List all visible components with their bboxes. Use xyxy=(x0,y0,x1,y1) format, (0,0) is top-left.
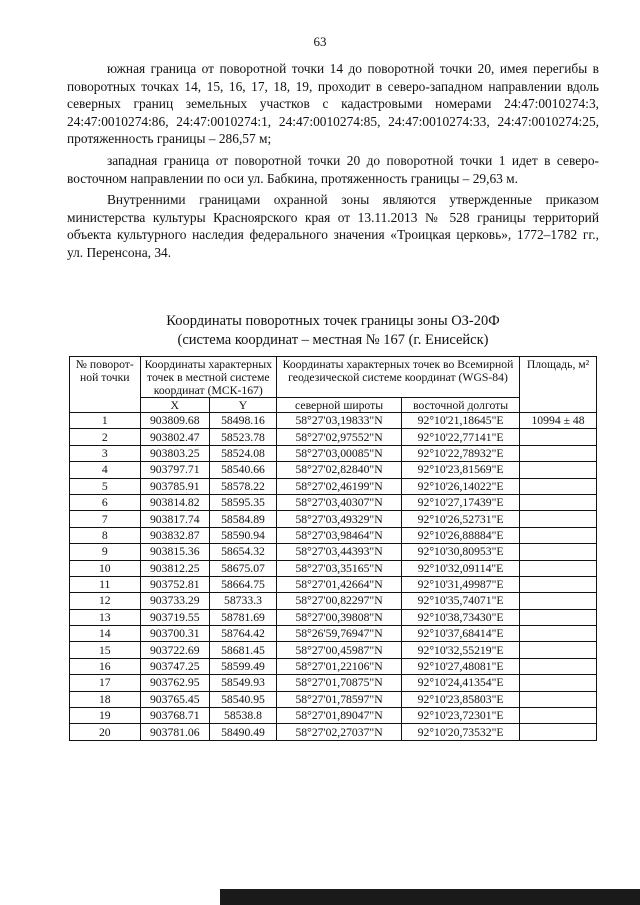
latitude-cell: 58°27'03,44393"N xyxy=(276,544,401,560)
y-coordinate-cell: 58654.32 xyxy=(209,544,276,560)
y-coordinate-cell: 58578.22 xyxy=(209,478,276,494)
x-coordinate-cell: 903768.71 xyxy=(140,708,209,724)
latitude-cell: 58°27'01,78597"N xyxy=(276,691,401,707)
header-wgs-coordinates: Координаты характерных точек во Всемирной геодезической системе координат (WGS-84) xyxy=(276,357,519,398)
table-row xyxy=(70,576,597,592)
table-row xyxy=(70,478,597,494)
x-coordinate-cell: 903797.71 xyxy=(140,462,209,478)
table-row xyxy=(70,658,597,674)
table-row xyxy=(70,593,597,609)
latitude-cell: 58°27'00,45987"N xyxy=(276,642,401,658)
x-coordinate-cell: 903803.25 xyxy=(140,445,209,461)
x-coordinate-cell: 903832.87 xyxy=(140,527,209,543)
latitude-cell: 58°27'03,49329"N xyxy=(276,511,401,527)
area-cell xyxy=(520,544,597,560)
y-coordinate-cell: 58524.08 xyxy=(209,445,276,461)
latitude-cell: 58°27'02,27037"N xyxy=(276,724,401,740)
point-number-cell: 1 xyxy=(70,413,141,429)
y-coordinate-cell: 58675.07 xyxy=(209,560,276,576)
longitude-cell: 92°10'27,17439"E xyxy=(402,494,520,510)
x-coordinate-cell: 903722.69 xyxy=(140,642,209,658)
table-row xyxy=(70,445,597,461)
y-coordinate-cell: 58590.94 xyxy=(209,527,276,543)
y-coordinate-cell: 58664.75 xyxy=(209,576,276,592)
table-title-line1: Координаты поворотных точек границы зоны ОЗ-20Ф xyxy=(166,313,500,329)
header-point-number: № поворот-ной точки xyxy=(70,357,141,413)
x-coordinate-cell: 903719.55 xyxy=(140,609,209,625)
area-cell xyxy=(520,494,597,510)
x-coordinate-cell: 903765.45 xyxy=(140,691,209,707)
latitude-cell: 58°27'02,82840"N xyxy=(276,462,401,478)
scan-edge-shadow xyxy=(220,889,640,905)
point-number-cell: 15 xyxy=(70,642,141,658)
area-cell xyxy=(520,658,597,674)
area-cell xyxy=(520,609,597,625)
point-number-cell: 9 xyxy=(70,544,141,560)
latitude-cell: 58°26'59,76947"N xyxy=(276,626,401,642)
area-cell xyxy=(520,429,597,445)
point-number-cell: 19 xyxy=(70,708,141,724)
table-row xyxy=(70,724,597,740)
longitude-cell: 92°10'27,48081"E xyxy=(402,658,520,674)
point-number-cell: 10 xyxy=(70,560,141,576)
longitude-cell: 92°10'30,80953"E xyxy=(402,544,520,560)
x-coordinate-cell: 903733.29 xyxy=(140,593,209,609)
table-row xyxy=(70,560,597,576)
latitude-cell: 58°27'01,42664"N xyxy=(276,576,401,592)
longitude-cell: 92°10'23,72301"E xyxy=(402,708,520,724)
table-row xyxy=(70,527,597,543)
x-coordinate-cell: 903781.06 xyxy=(140,724,209,740)
table-row xyxy=(70,429,597,445)
area-cell xyxy=(520,691,597,707)
area-cell xyxy=(520,511,597,527)
y-coordinate-cell: 58549.93 xyxy=(209,675,276,691)
latitude-cell: 58°27'03,19833"N xyxy=(276,413,401,429)
longitude-cell: 92°10'26,88884"E xyxy=(402,527,520,543)
latitude-cell: 58°27'00,82297"N xyxy=(276,593,401,609)
point-number-cell: 4 xyxy=(70,462,141,478)
y-coordinate-cell: 58538.8 xyxy=(209,708,276,724)
area-cell xyxy=(520,527,597,543)
y-coordinate-cell: 58599.49 xyxy=(209,658,276,674)
area-cell xyxy=(520,560,597,576)
latitude-cell: 58°27'01,89047"N xyxy=(276,708,401,724)
point-number-cell: 18 xyxy=(70,691,141,707)
longitude-cell: 92°10'26,14022"E xyxy=(402,478,520,494)
longitude-cell: 92°10'23,85803"E xyxy=(402,691,520,707)
longitude-cell: 92°10'23,81569"E xyxy=(402,462,520,478)
area-cell xyxy=(520,445,597,461)
area-cell xyxy=(520,478,597,494)
table-row xyxy=(70,544,597,560)
point-number-cell: 5 xyxy=(70,478,141,494)
table-row xyxy=(70,626,597,642)
longitude-cell: 92°10'32,55219"E xyxy=(402,642,520,658)
coordinates-table xyxy=(69,356,597,741)
point-number-cell: 7 xyxy=(70,511,141,527)
paragraph-south-boundary: южная граница от поворотной точки 14 до поворотной точки 20, имея перегибы в поворотных точках 14, 15, 16, 17, 18, 19, проходит в северо-западном направлении вдоль северных границ земельных участков с кадастровыми номерами 24:47:0010274:3, 24:47:0010274:86, 24:47:0010274:1, 24:47:0010274:85, 24:47:0010274:33, 24:47:0010274:25, протяженность границы – 286,57 м; xyxy=(67,61,599,147)
point-number-cell: 20 xyxy=(70,724,141,740)
longitude-cell: 92°10'31,49987"E xyxy=(402,576,520,592)
header-local-coordinates: Координаты характерных точек в местной системе координат (МСК-167) xyxy=(140,357,276,398)
x-coordinate-cell: 903785.91 xyxy=(140,478,209,494)
x-coordinate-cell: 903700.31 xyxy=(140,626,209,642)
paragraph-inner-boundaries: Внутренними границами охранной зоны являются утвержденные приказом министерства культуры Красноярского края от 13.11.2013 № 528 границы территорий объекта культурного наследия федерального значения «Троицкая церковь», 1772–1782 гг., ул. Перенсона, 34. xyxy=(67,192,599,260)
area-cell xyxy=(520,626,597,642)
x-coordinate-cell: 903762.95 xyxy=(140,675,209,691)
longitude-cell: 92°10'21,18645"E xyxy=(402,413,520,429)
longitude-cell: 92°10'37,68414"E xyxy=(402,626,520,642)
area-cell xyxy=(520,593,597,609)
table-row xyxy=(70,708,597,724)
y-coordinate-cell: 58781.69 xyxy=(209,609,276,625)
y-coordinate-cell: 58595.35 xyxy=(209,494,276,510)
x-coordinate-cell: 903812.25 xyxy=(140,560,209,576)
table-row xyxy=(70,494,597,510)
area-cell: 10994 ± 48 xyxy=(520,413,597,429)
point-number-cell: 6 xyxy=(70,494,141,510)
point-number-cell: 13 xyxy=(70,609,141,625)
longitude-cell: 92°10'20,73532"E xyxy=(402,724,520,740)
paragraph-west-boundary: западная граница от поворотной точки 20 до поворотной точки 1 идет в северо-восточном направлении по оси ул. Бабкина, протяженность границы – 29,63 м. xyxy=(67,152,599,186)
table-row xyxy=(70,609,597,625)
y-coordinate-cell: 58733.3 xyxy=(209,593,276,609)
point-number-cell: 17 xyxy=(70,675,141,691)
latitude-cell: 58°27'00,39808"N xyxy=(276,609,401,625)
latitude-cell: 58°27'02,97552"N xyxy=(276,429,401,445)
x-coordinate-cell: 903814.82 xyxy=(140,494,209,510)
point-number-cell: 14 xyxy=(70,626,141,642)
header-y: Y xyxy=(209,398,276,413)
page-number: 63 xyxy=(313,34,327,49)
table-row xyxy=(70,642,597,658)
point-number-cell: 2 xyxy=(70,429,141,445)
x-coordinate-cell: 903815.36 xyxy=(140,544,209,560)
x-coordinate-cell: 903809.68 xyxy=(140,413,209,429)
longitude-cell: 92°10'22,78932"E xyxy=(402,445,520,461)
header-latitude: северной широты xyxy=(276,398,401,413)
point-number-cell: 8 xyxy=(70,527,141,543)
x-coordinate-cell: 903747.25 xyxy=(140,658,209,674)
longitude-cell: 92°10'26,52731"E xyxy=(402,511,520,527)
table-row xyxy=(70,675,597,691)
latitude-cell: 58°27'02,46199"N xyxy=(276,478,401,494)
table-body xyxy=(70,413,597,741)
longitude-cell: 92°10'24,41354"E xyxy=(402,675,520,691)
area-cell xyxy=(520,642,597,658)
area-cell xyxy=(520,675,597,691)
header-longitude: восточной долготы xyxy=(402,398,520,413)
table-row xyxy=(70,413,597,429)
y-coordinate-cell: 58490.49 xyxy=(209,724,276,740)
point-number-cell: 11 xyxy=(70,576,141,592)
y-coordinate-cell: 58681.45 xyxy=(209,642,276,658)
area-cell xyxy=(520,724,597,740)
y-coordinate-cell: 58764.42 xyxy=(209,626,276,642)
table-row xyxy=(70,462,597,478)
y-coordinate-cell: 58540.95 xyxy=(209,691,276,707)
header-area: Площадь, м² xyxy=(520,357,597,413)
longitude-cell: 92°10'38,73430"E xyxy=(402,609,520,625)
y-coordinate-cell: 58540.66 xyxy=(209,462,276,478)
area-cell xyxy=(520,462,597,478)
point-number-cell: 12 xyxy=(70,593,141,609)
longitude-cell: 92°10'35,74071"E xyxy=(402,593,520,609)
longitude-cell: 92°10'32,09114"E xyxy=(402,560,520,576)
latitude-cell: 58°27'03,40307"N xyxy=(276,494,401,510)
body-text xyxy=(67,60,599,266)
y-coordinate-cell: 58584.89 xyxy=(209,511,276,527)
area-cell xyxy=(520,576,597,592)
header-x: X xyxy=(140,398,209,413)
y-coordinate-cell: 58523.78 xyxy=(209,429,276,445)
x-coordinate-cell: 903752.81 xyxy=(140,576,209,592)
latitude-cell: 58°27'01,70875"N xyxy=(276,675,401,691)
latitude-cell: 58°27'03,98464"N xyxy=(276,527,401,543)
point-number-cell: 3 xyxy=(70,445,141,461)
x-coordinate-cell: 903817.74 xyxy=(140,511,209,527)
latitude-cell: 58°27'03,35165"N xyxy=(276,560,401,576)
table-row xyxy=(70,511,597,527)
y-coordinate-cell: 58498.16 xyxy=(209,413,276,429)
table-title-line2: (система координат – местная № 167 (г. Енисейск) xyxy=(177,332,489,348)
latitude-cell: 58°27'01,22106"N xyxy=(276,658,401,674)
table-title xyxy=(67,312,599,350)
point-number-cell: 16 xyxy=(70,658,141,674)
longitude-cell: 92°10'22,77141"E xyxy=(402,429,520,445)
area-cell xyxy=(520,708,597,724)
table-row xyxy=(70,691,597,707)
x-coordinate-cell: 903802.47 xyxy=(140,429,209,445)
latitude-cell: 58°27'03,00085"N xyxy=(276,445,401,461)
